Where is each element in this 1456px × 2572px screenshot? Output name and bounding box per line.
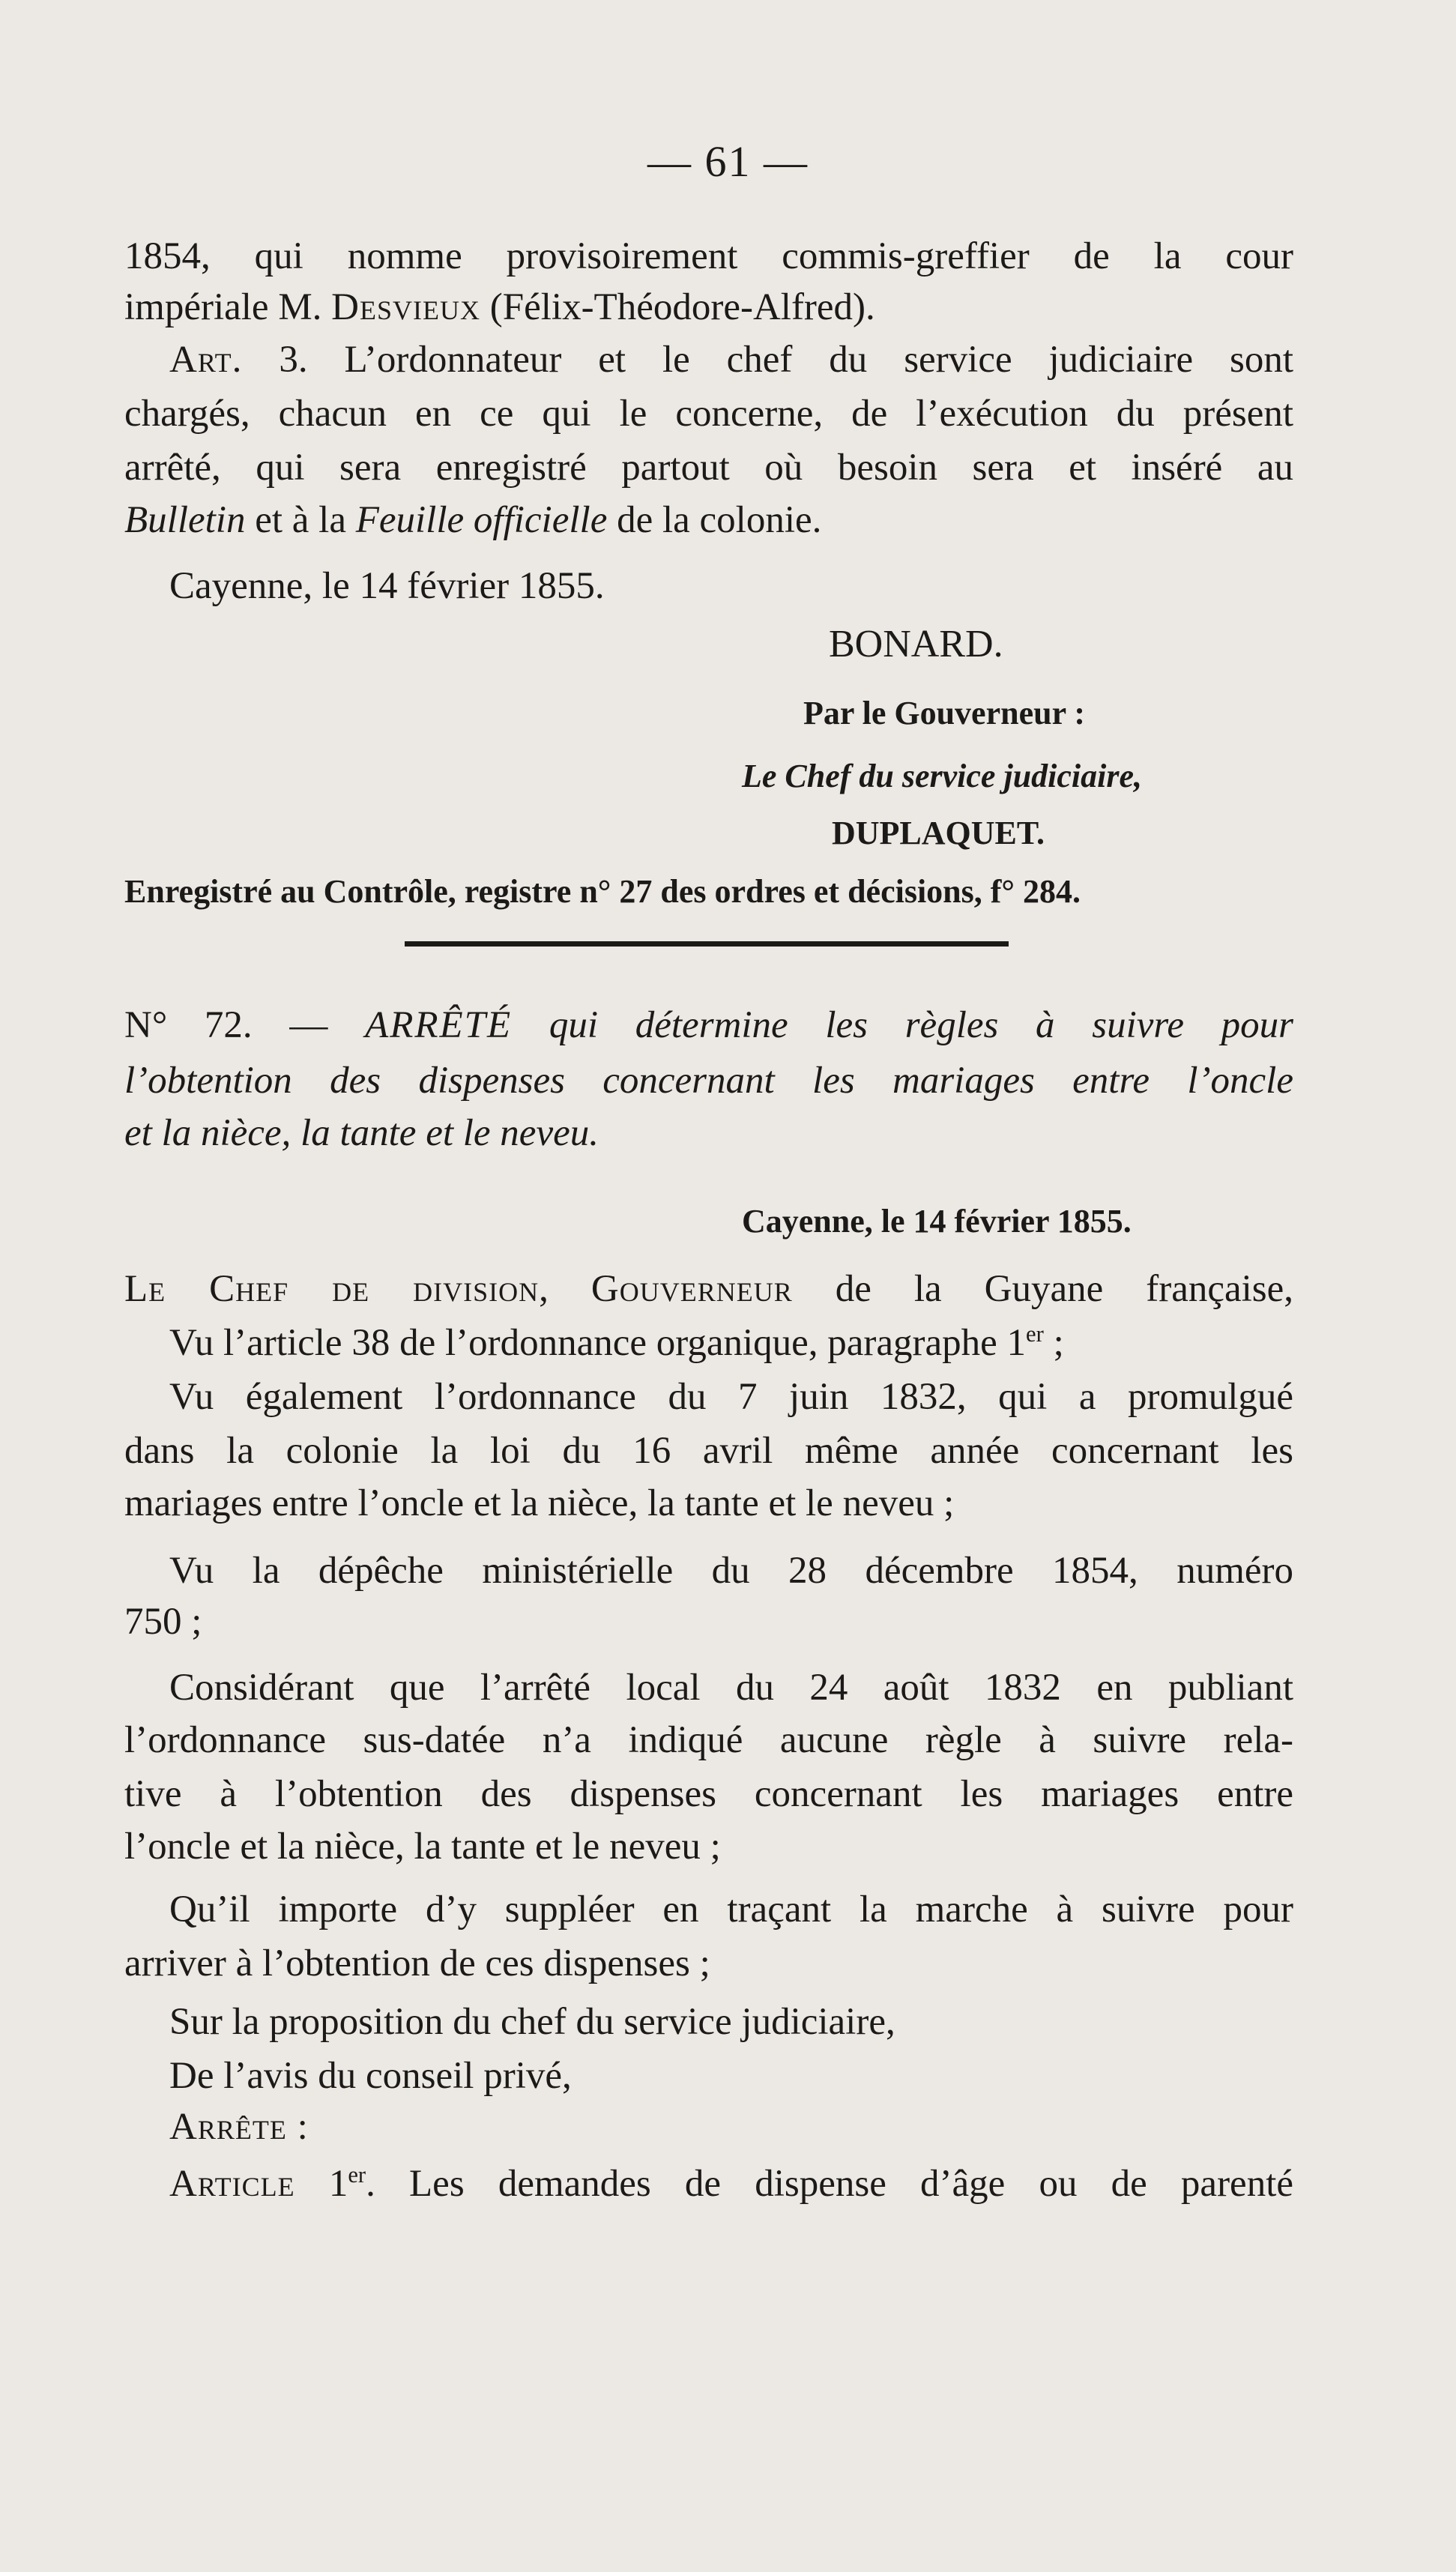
line-text: Vu l’article 38 de l’ordonnance organique, paragraphe 1 <box>169 1322 1027 1364</box>
decree-heading-line <box>124 1003 1293 1048</box>
decree-heading-text: qui détermine les règles à suivre pour <box>512 1004 1294 1046</box>
paragraph-line: chargés, chacun en ce qui le concerne, de l’exécution du présent <box>124 393 1293 435</box>
decree-line: Sur la proposition du chef du service judiciaire, <box>169 2001 895 2043</box>
line-text: de la colonie. <box>607 499 822 541</box>
page-number: — 61 — <box>647 137 809 186</box>
decree-line: 750 ; <box>124 1601 202 1643</box>
decree-line: Qu’il importe d’y suppléer en traçant la marche à suivre pour <box>169 1889 1293 1930</box>
decree-line: Considérant que l’arrêté local du 24 août 1832 en publiant <box>169 1667 1293 1709</box>
decree-title-word: ARRÊTÉ <box>365 1004 513 1046</box>
decree-line: De l’avis du conseil privé, <box>169 2055 572 2097</box>
small-caps-text: Le Chef de division <box>124 1268 540 1310</box>
signature-title: Le Chef du service judiciaire, <box>742 758 1143 794</box>
paragraph-line <box>124 498 821 543</box>
decree-line: l’ordonnance sus-datée n’a indiqué aucune règle à suivre rela- <box>124 1719 1293 1761</box>
small-caps-text: Gouverneur <box>590 1268 793 1310</box>
decree-line: mariages entre l’oncle et la nièce, la tante et le neveu ; <box>124 1482 955 1524</box>
line-text: impériale M. <box>124 286 332 328</box>
paragraph-line <box>124 285 875 330</box>
article-3-line <box>169 337 1293 382</box>
line-text: 1 <box>294 2163 348 2205</box>
superscript: er <box>348 2162 366 2188</box>
decree-line <box>169 1320 1064 1365</box>
superscript: er <box>1026 1321 1044 1347</box>
italic-text: Bulletin <box>124 499 246 541</box>
decree-line: arriver à l’obtention de ces dispenses ; <box>124 1942 710 1984</box>
line-text: . Les demandes de dispense d’âge ou de parenté <box>366 2163 1293 2205</box>
line-text: 3. L’ordonnateur et le chef du service judiciaire sont <box>242 339 1293 381</box>
italic-text: Feuille officielle <box>355 499 608 541</box>
article-label: Article <box>169 2163 295 2205</box>
decree-heading-line: et la nièce, la tante et le neveu. <box>124 1112 599 1154</box>
decree-line: dans la colonie la loi du 16 avril même année concernant les <box>124 1430 1293 1472</box>
paragraph-line: arrêté, qui sera enregistré partout où besoin sera et inséré au <box>124 447 1293 489</box>
decree-number: N° 72. — <box>124 1004 328 1046</box>
decree-line: Vu également l’ordonnance du 7 juin 1832, qui a promulgué <box>169 1376 1293 1418</box>
decree-line: Vu la dépêche ministérielle du 28 décembre 1854, numéro <box>169 1550 1293 1592</box>
decree-arrete: Arrête : <box>169 2106 309 2148</box>
line-text: (Félix-Théodore-Alfred). <box>480 286 875 328</box>
line-text: et à la <box>245 499 356 541</box>
decree-heading-line: l’obtention des dispenses concernant les mariages entre l’oncle <box>124 1060 1293 1102</box>
article-label: Art. <box>169 339 243 381</box>
signature-name: BONARD. <box>829 623 1003 665</box>
decree-line: tive à l’obtention des dispenses concernant les mariages entre <box>124 1773 1293 1815</box>
line-text: de la Guyane française, <box>792 1268 1294 1310</box>
date-line: Cayenne, le 14 février 1855. <box>169 565 605 607</box>
line-text: ; <box>1043 1322 1064 1364</box>
decree-line: l’oncle et la nièce, la tante et le neveu ; <box>124 1826 721 1868</box>
signature-par: Par le Gouverneur : <box>803 695 1085 731</box>
decree-date: Cayenne, le 14 février 1855. <box>742 1203 1132 1240</box>
signature-name-2: DUPLAQUET. <box>832 815 1045 851</box>
section-divider <box>405 941 1009 947</box>
decree-article-1 <box>169 2161 1293 2206</box>
decree-line: Le Chef de division, Gouverneur de la Guyane française, <box>124 1268 1294 1310</box>
person-name: Desvieux <box>331 286 480 328</box>
paragraph-line: 1854, qui nomme provisoirement commis-greffier de la cour <box>124 235 1293 277</box>
registration-line: Enregistré au Contrôle, registre n° 27 des ordres et décisions, f° 284. <box>124 873 1081 910</box>
